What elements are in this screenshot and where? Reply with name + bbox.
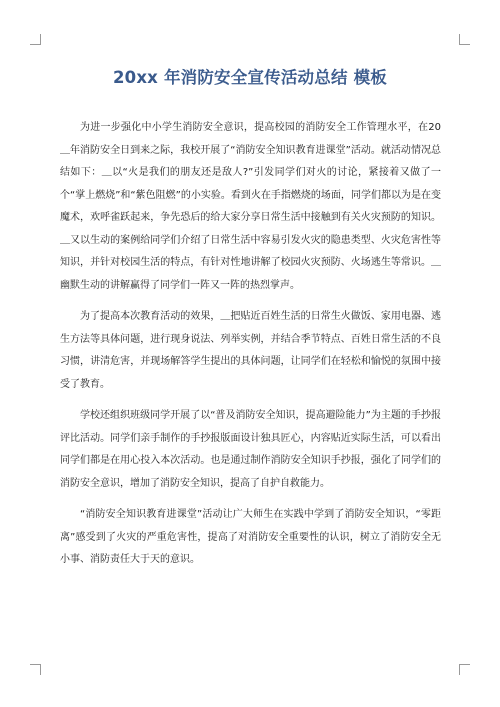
crop-mark-top-left (30, 34, 41, 45)
document-title: 20xx 年消防安全宣传活动总结 模板 (112, 68, 388, 87)
document-body (60, 117, 441, 581)
paragraph-4: “消防安全知识教育进课堂”活动让广大师生在实践中学到了消防安全知识，“零距离”感受到了火灾的严重危害性，提高了对消防安全重要性的认识，树立了消防安全无小事、消防责任大于天的意识。 (60, 509, 441, 565)
crop-mark-bottom-right (459, 664, 470, 675)
crop-mark-top-right (459, 34, 470, 45)
paragraph-2: 为了提高本次教育活动的效果，＿把贴近百姓生活的日常生火做饭、家用电器、逃生方法等具体问题，进行现身说法、列举实例，并结合季节特点、百姓日常生活的不良习惯，讲清危害，并现场解答学生提出的具体问题，让同学们在轻松和愉悦的氛围中接受了教育。 (60, 311, 441, 390)
paragraph-1: 为进一步强化中小学生消防安全意识，提高校园的消防安全工作管理水平，在20＿年消防安全日到来之际，我校开展了“消防安全知识教育进课堂”活动。就活动情况总结如下：＿以“火是我们的朋友还是敌人?”引发同学们对火的讨论，紧接着又做了一个“掌上燃烧”和“紫色阻燃”的小实验。看到火在手指燃烧的场面，同学们都以为是在变魔术，欢呼雀跃起来，争先恐后的给大家分享日常生活中接触到有关火灾预防的知识。＿又以生动的案例给同学们介绍了日常生活中容易引发火灾的隐患类型、火灾危害性等知识，并针对校园生活的特点，有针对性地讲解了校园火灾预防、火场逃生等常识。＿幽默生动的讲解赢得了同学们一阵又一阵的热烈掌声。 (60, 122, 441, 291)
crop-mark-bottom-left (30, 664, 41, 675)
paragraph-3: 学校还组织班级同学开展了以“普及消防安全知识，提高避险能力”为主题的手抄报评比活动。同学们亲手制作的手抄报版面设计独具匠心，内容贴近实际生活，可以看出同学们都是在用心投入本次活动。也是通过制作消防安全知识手抄报，强化了同学们的消防安全意识，增加了消防安全知识，提高了自护自救能力。 (60, 410, 441, 489)
